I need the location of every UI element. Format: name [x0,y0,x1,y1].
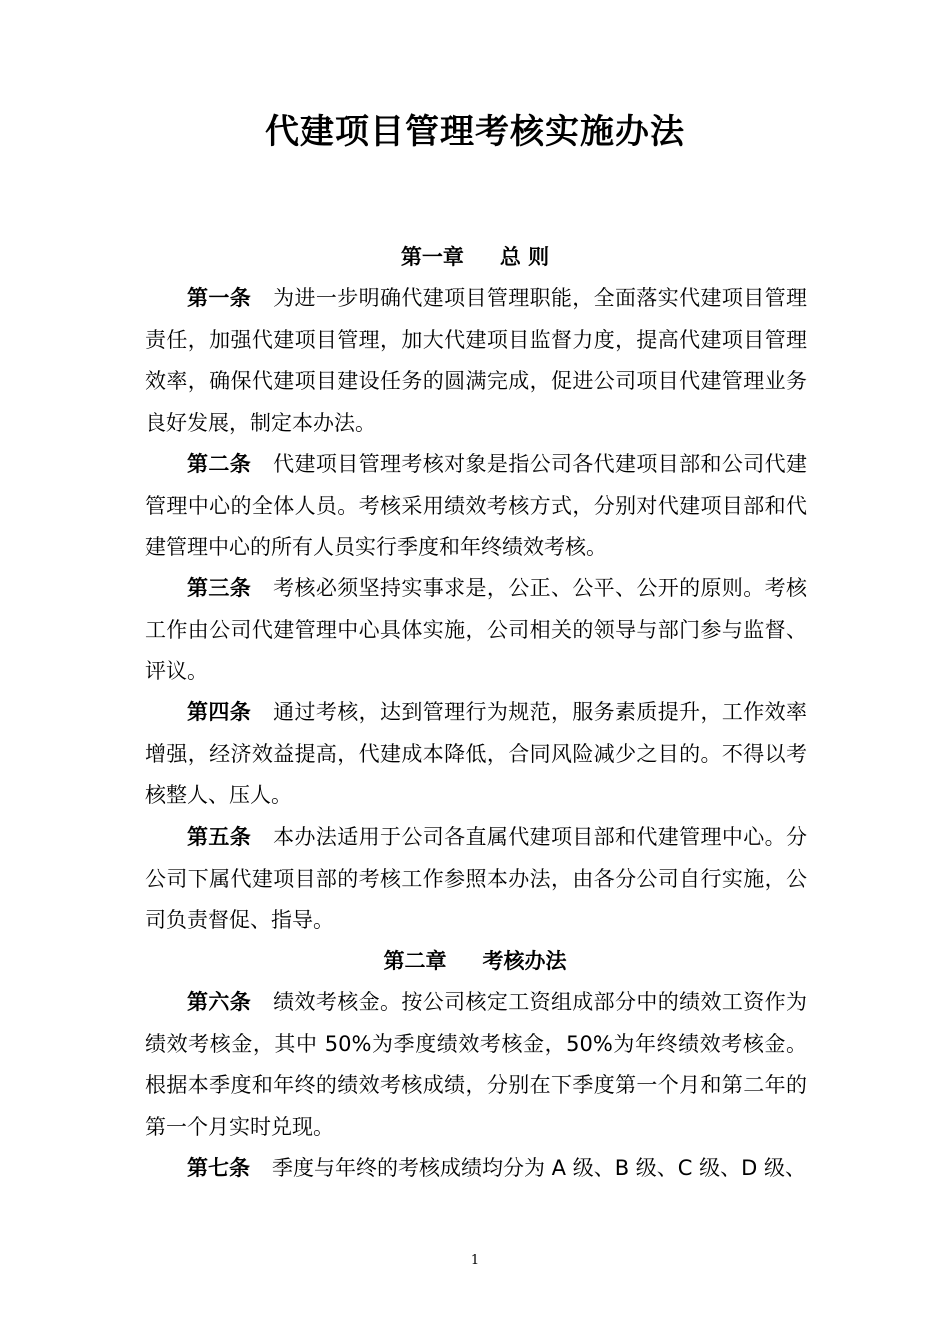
chapter-heading-1 [0,242,950,272]
article-text: 为进一步明确代建项目管理职能，全面落实代建项目管理责任，加强代建项目管理，加大代建项目监督力度，提高代建项目管理效率，确保代建项目建设任务的圆满完成，促进公司项目代建管理业务良好发展，制定本办法。 [145,286,808,435]
article-label: 第六条 [187,990,252,1014]
chapter-title: 总 则 [499,245,550,269]
article-label: 第三条 [187,576,252,600]
article-text: 绩效考核金。按公司核定工资组成部分中的绩效工资作为绩效考核金，其中 50%为季度绩效考核金，50%为年终绩效考核金。根据本季度和年终的绩效考核成绩，分别在下季度第一个月和第二年的第一个月实时兑现。 [145,990,808,1139]
article-4 [145,692,807,817]
article-text: 季度与年终的考核成绩均分为 A 级、B 级、C 级、D 级、 [272,1156,806,1180]
article-7 [145,1148,807,1190]
chapter-number: 第二章 [383,949,447,973]
document-title: 代建项目管理考核实施办法 [265,112,685,152]
chapter-heading-2 [0,946,950,976]
article-text: 代建项目管理考核对象是指公司各代建项目部和公司代建管理中心的全体人员。考核采用绩效考核方式，分别对代建项目部和代建管理中心的所有人员实行季度和年终绩效考核。 [145,452,808,559]
article-text: 本办法适用于公司各直属代建项目部和代建管理中心。分公司下属代建项目部的考核工作参照本办法，由各分公司自行实施，公司负责督促、指导。 [145,825,808,932]
article-6 [145,982,807,1148]
article-label: 第五条 [187,825,252,849]
chapter-number: 第一章 [400,245,464,269]
article-3 [145,568,807,693]
article-label: 第七条 [187,1156,250,1180]
article-label: 第一条 [187,286,252,310]
article-2 [145,444,807,569]
article-label: 第二条 [187,452,252,476]
article-text: 通过考核，达到管理行为规范，服务素质提升，工作效率增强，经济效益提高，代建成本降低，合同风险减少之目的。不得以考核整人、压人。 [145,700,808,807]
article-5 [145,817,807,942]
article-text: 考核必须坚持实事求是，公正、公平、公开的原则。考核工作由公司代建管理中心具体实施，公司相关的领导与部门参与监督、评议。 [145,576,808,683]
article-label: 第四条 [187,700,252,724]
article-1 [145,278,807,444]
page-number: 1 [470,1253,480,1268]
chapter-title: 考核办法 [482,949,567,973]
